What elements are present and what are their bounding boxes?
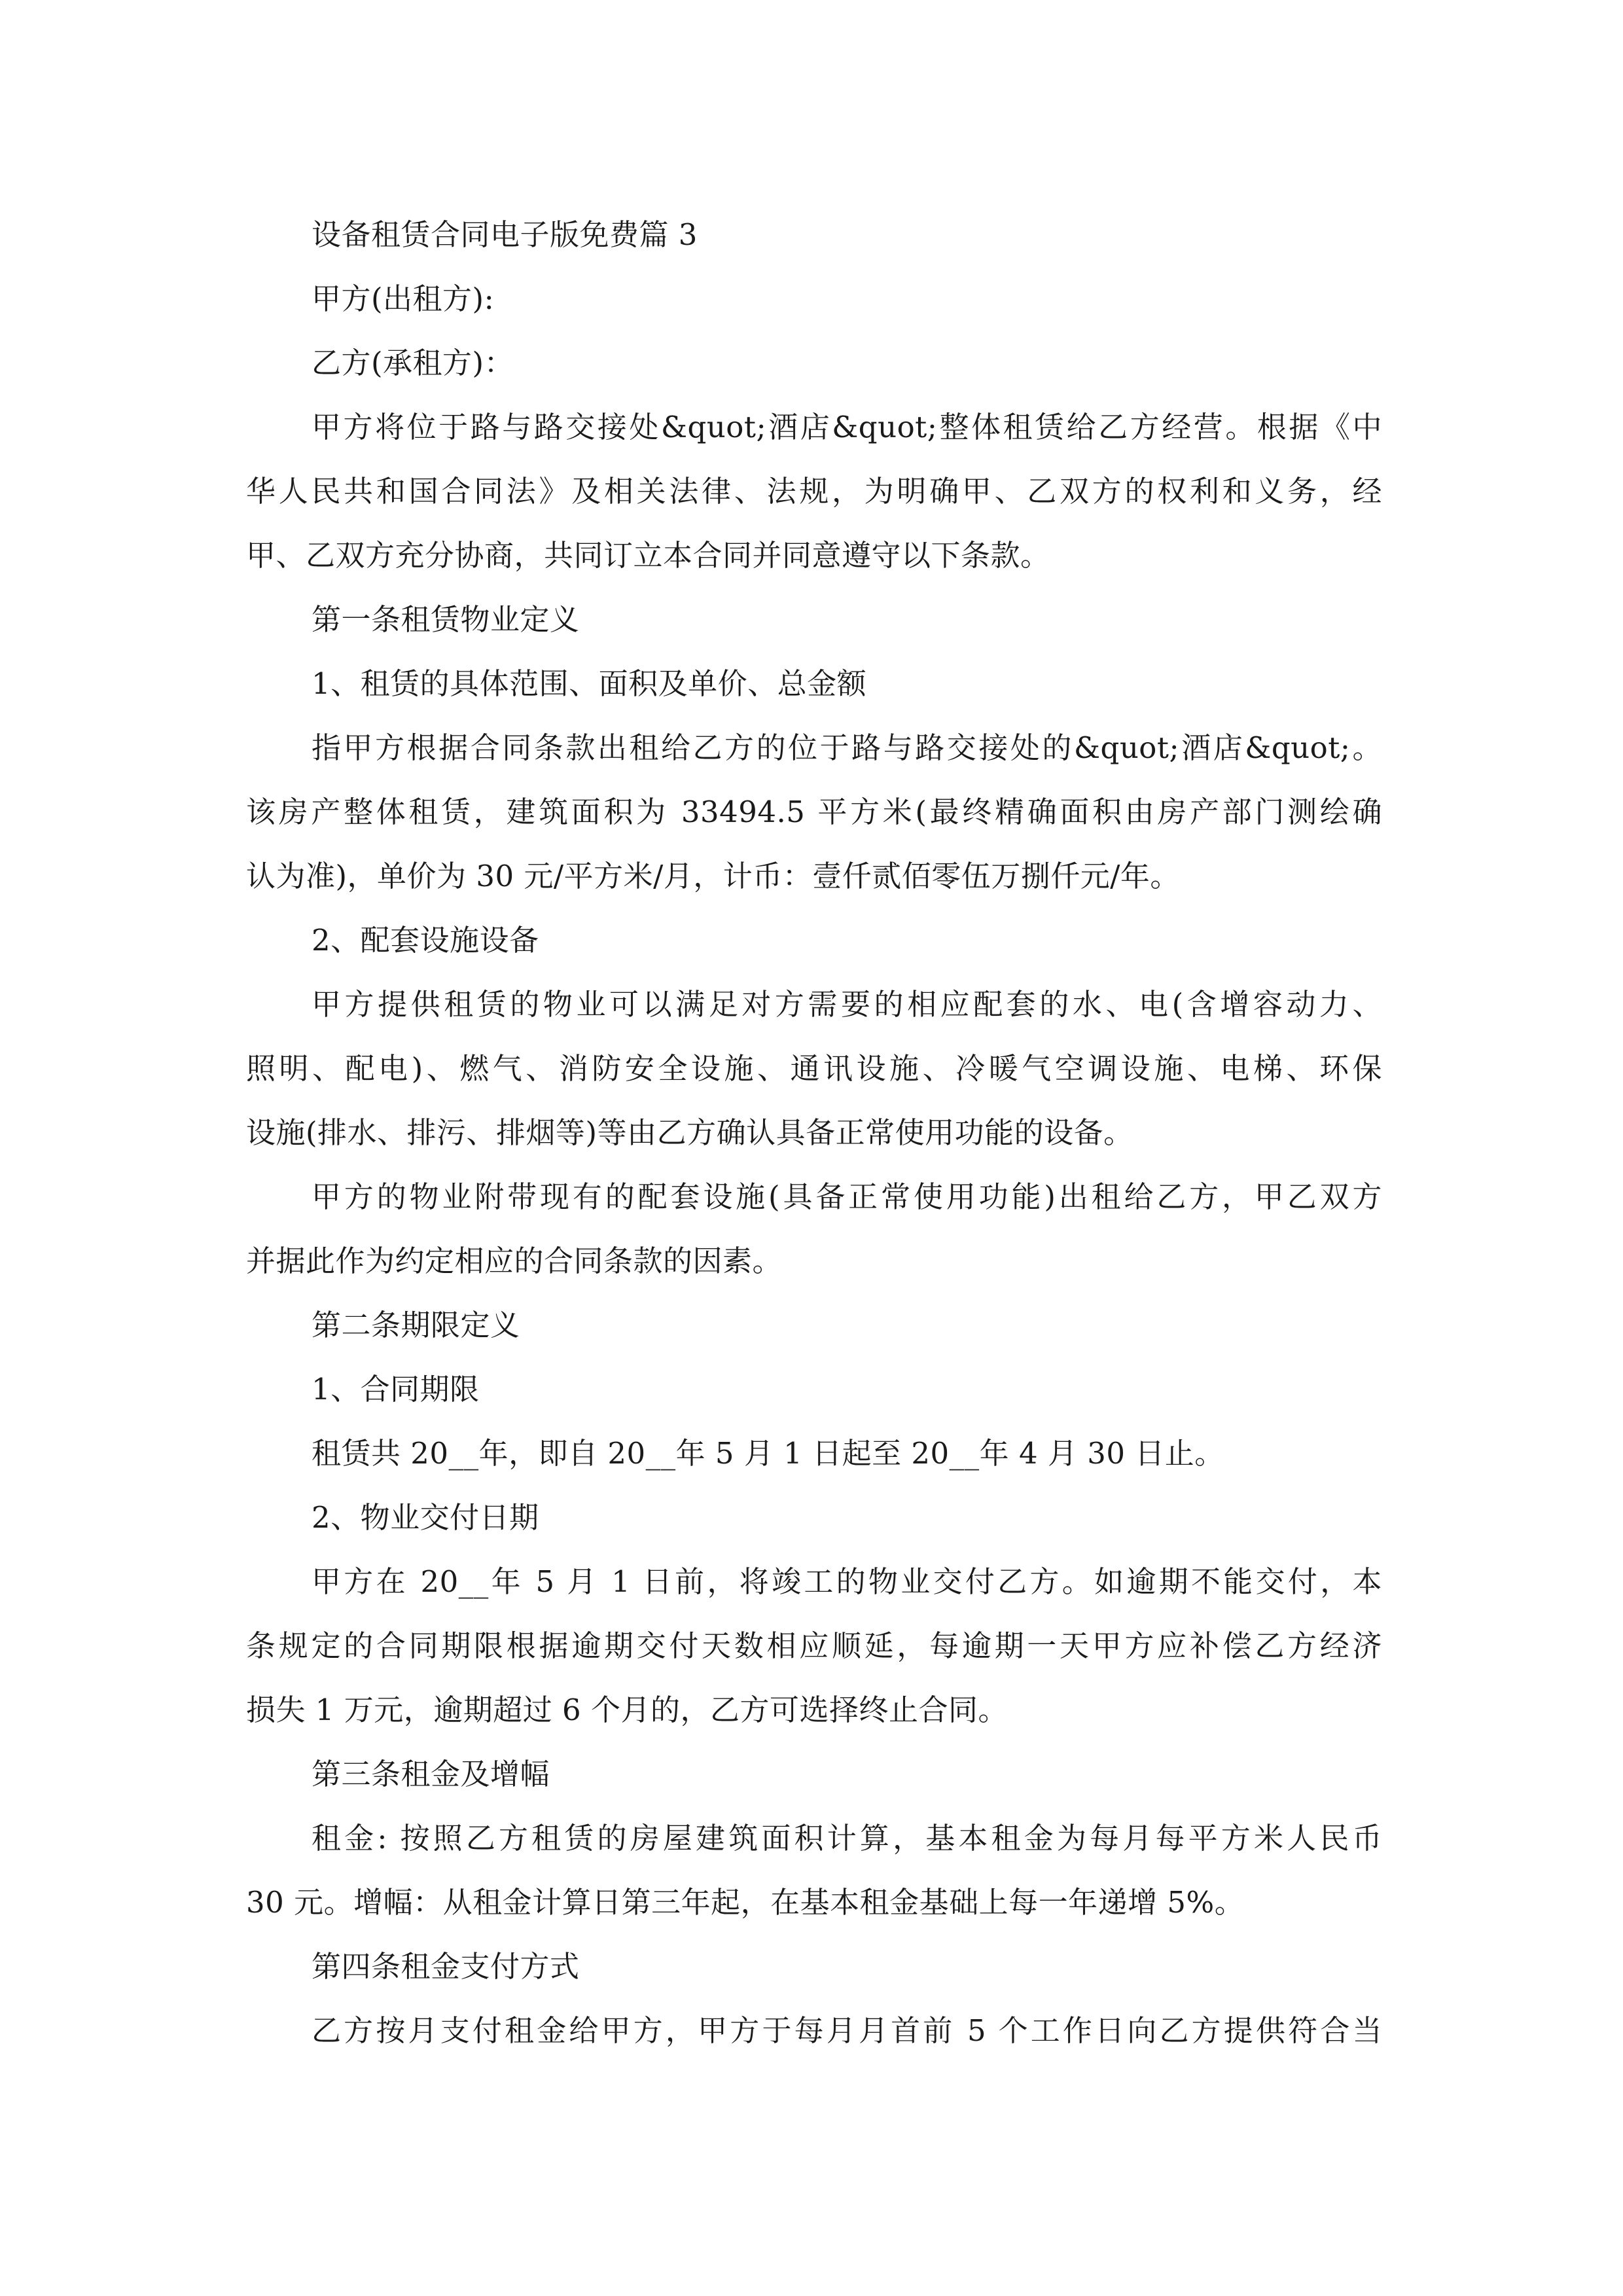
text-line: 条规定的合同期限根据逾期交付天数相应顺延，每逾期一天甲方应补偿乙方经济 <box>246 1628 1382 1663</box>
text-line: 甲方(出租方): <box>312 281 495 316</box>
text-line: 设备租赁合同电子版免费篇 3 <box>312 217 698 252</box>
text-line: 2、配套设施设备 <box>312 923 539 958</box>
text-line: 设施(排水、排污、排烟等)等由乙方确认具备正常使用功能的设备。 <box>246 1115 1133 1150</box>
text-line: 1、合同期限 <box>312 1372 480 1407</box>
text-line: 损失 1 万元，逾期超过 6 个月的，乙方可选择终止合同。 <box>246 1693 1008 1727</box>
text-line: 乙方按月支付租金给甲方，甲方于每月月首前 5 个工作日向乙方提供符合当 <box>312 2013 1382 2048</box>
text-line: 照明、配电)、燃气、消防安全设施、通讯设施、冷暖气空调设施、电梯、环保 <box>246 1051 1382 1086</box>
text-line: 租赁共 20__年，即自 20__年 5 月 1 日起至 20__年 4 月 30 日止。 <box>312 1436 1224 1471</box>
text-line: 甲方将位于路与路交接处&quot;酒店&quot;整体租赁给乙方经营。根据《中 <box>312 410 1382 444</box>
text-line: 该房产整体租赁，建筑面积为 33494.5 平方米(最终精确面积由房产部门测绘确 <box>246 795 1382 829</box>
text-line: 甲方提供租赁的物业可以满足对方需要的相应配套的水、电(含增容动力、 <box>312 987 1382 1022</box>
text-line: 甲方在 20__年 5 月 1 日前，将竣工的物业交付乙方。如逾期不能交付，本 <box>312 1564 1382 1599</box>
text-line: 乙方(承租方)： <box>312 346 514 380</box>
text-line: 甲方的物业附带现有的配套设施(具备正常使用功能)出租给乙方，甲乙双方 <box>312 1179 1382 1214</box>
text-line: 甲、乙双方充分协商，共同订立本合同并同意遵守以下条款。 <box>246 538 1050 573</box>
document-body <box>246 203 1382 2063</box>
text-line: 指甲方根据合同条款出租给乙方的位于路与路交接处的&quot;酒店&quot;。 <box>312 730 1382 765</box>
text-line: 2、物业交付日期 <box>312 1500 539 1535</box>
text-line: 第二条期限定义 <box>312 1308 520 1342</box>
text-line: 30 元。增幅：从租金计算日第三年起，在基本租金基础上每一年递增 5%。 <box>246 1885 1245 1920</box>
text-line: 认为准)，单价为 30 元/平方米/月，计币：壹仟贰佰零伍万捌仟元/年。 <box>246 859 1180 893</box>
text-line: 并据此作为约定相应的合同条款的因素。 <box>246 1244 783 1278</box>
text-line: 第四条租金支付方式 <box>312 1949 580 1984</box>
text-line: 租金: 按照乙方租赁的房屋建筑面积计算，基本租金为每月每平方米人民币 <box>312 1821 1382 1856</box>
text-line: 华人民共和国合同法》及相关法律、法规，为明确甲、乙双方的权利和义务，经 <box>246 474 1382 509</box>
text-line: 1、租赁的具体范围、面积及单价、总金额 <box>312 666 867 701</box>
text-line: 第一条租赁物业定义 <box>312 602 580 637</box>
text-line: 第三条租金及增幅 <box>312 1757 550 1791</box>
